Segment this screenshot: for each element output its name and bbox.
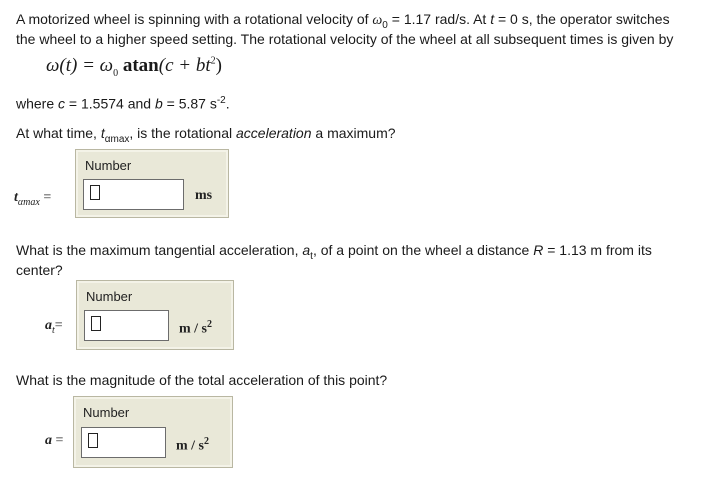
q2-unit [179,319,212,338]
intro-text-2: the wheel to a higher speed setting. The rotational velocity of the wheel at all subsequent times is given by [16,31,674,47]
where-text: where [16,95,55,112]
q1-text-b: , is the rotational [129,125,233,141]
b-exponent: -2 [216,95,226,106]
constants-line [16,91,230,114]
b-value: = 5.87 s [166,95,217,112]
q2-text-b: , of a point on the wheel a distance [312,242,530,258]
q1-text-emphasis: acceleration [236,125,312,141]
c-value: = 1.5574 and [68,95,152,112]
omega-symbol: ω [372,13,383,28]
formula-func: atan [122,55,159,76]
formula-lhs-sub: 0 [113,67,119,79]
q2-a-symbol: a [302,242,311,258]
q2-answer-panel [76,280,234,350]
q2-text-c: = 1.13 m from its [547,242,652,258]
q2-number-input[interactable] [84,310,169,341]
q2-var-sub: t [52,324,55,336]
t-symbol: t [490,11,495,27]
q1-t-subscript: αmax [104,133,130,145]
q1-var-main: t [14,190,18,205]
q1-text-a: At what time, [16,125,97,141]
q2-text-d: center? [16,262,63,278]
text-cursor-icon [88,433,98,448]
q3-var-main: a [45,433,52,448]
text-cursor-icon [90,185,100,200]
formula-close: ) [215,55,222,76]
q3-unit-text: m / s [176,438,204,454]
q1-equals: = [43,190,52,205]
omega0-value: = 1.17 rad/s. At [391,11,487,27]
q2-unit-exponent: 2 [207,319,212,330]
q2-text-a: What is the maximum tangential acceleration, [16,242,299,258]
q3-text: What is the magnitude of the total acceleration of this point? [16,372,388,388]
text-cursor-icon [91,316,101,331]
question-1-text [16,123,396,150]
q3-equals: = [55,433,64,448]
q1-number-input[interactable] [83,179,184,210]
q2-variable-label [45,318,63,336]
q1-unit: ms [195,188,213,203]
q2-a-subscript: t [310,250,313,262]
formula-args: (c + bt [158,55,211,76]
q2-var-main: a [45,318,52,333]
t0-value: = 0 s, the operator switches [497,11,670,27]
b-end: . [225,95,230,112]
q3-answer-panel [73,396,233,468]
q3-unit-exponent: 2 [204,436,209,447]
q1-variable-label [14,190,51,208]
q1-answer-panel [75,149,229,218]
intro-text: A motorized wheel is spinning with a rotational velocity of [16,11,369,27]
velocity-formula [46,55,222,79]
formula-exponent: 2 [210,55,216,67]
b-symbol: b [154,95,163,112]
q3-unit [176,436,209,455]
q1-text-c: a maximum? [315,125,396,141]
formula-lhs: ω(t) = ω [46,55,114,76]
q2-unit-text: m / s [179,321,207,337]
q3-panel-label: Number [83,405,130,420]
q2-equals: = [54,318,63,333]
q1-var-sub: αmax [17,196,40,208]
question-2-text-line-2 [16,260,63,280]
omega-subscript: 0 [382,19,388,31]
question-3-text [16,370,387,390]
q1-t-symbol: t [100,125,105,141]
problem-intro-line-2 [16,29,728,49]
q2-panel-label: Number [86,289,133,304]
q2-r-symbol: R [533,242,544,258]
q1-panel-label: Number [85,158,132,173]
q3-variable-label [45,433,63,449]
c-symbol: c [58,95,66,112]
q3-number-input[interactable] [81,427,166,458]
question-2-text [16,240,716,267]
